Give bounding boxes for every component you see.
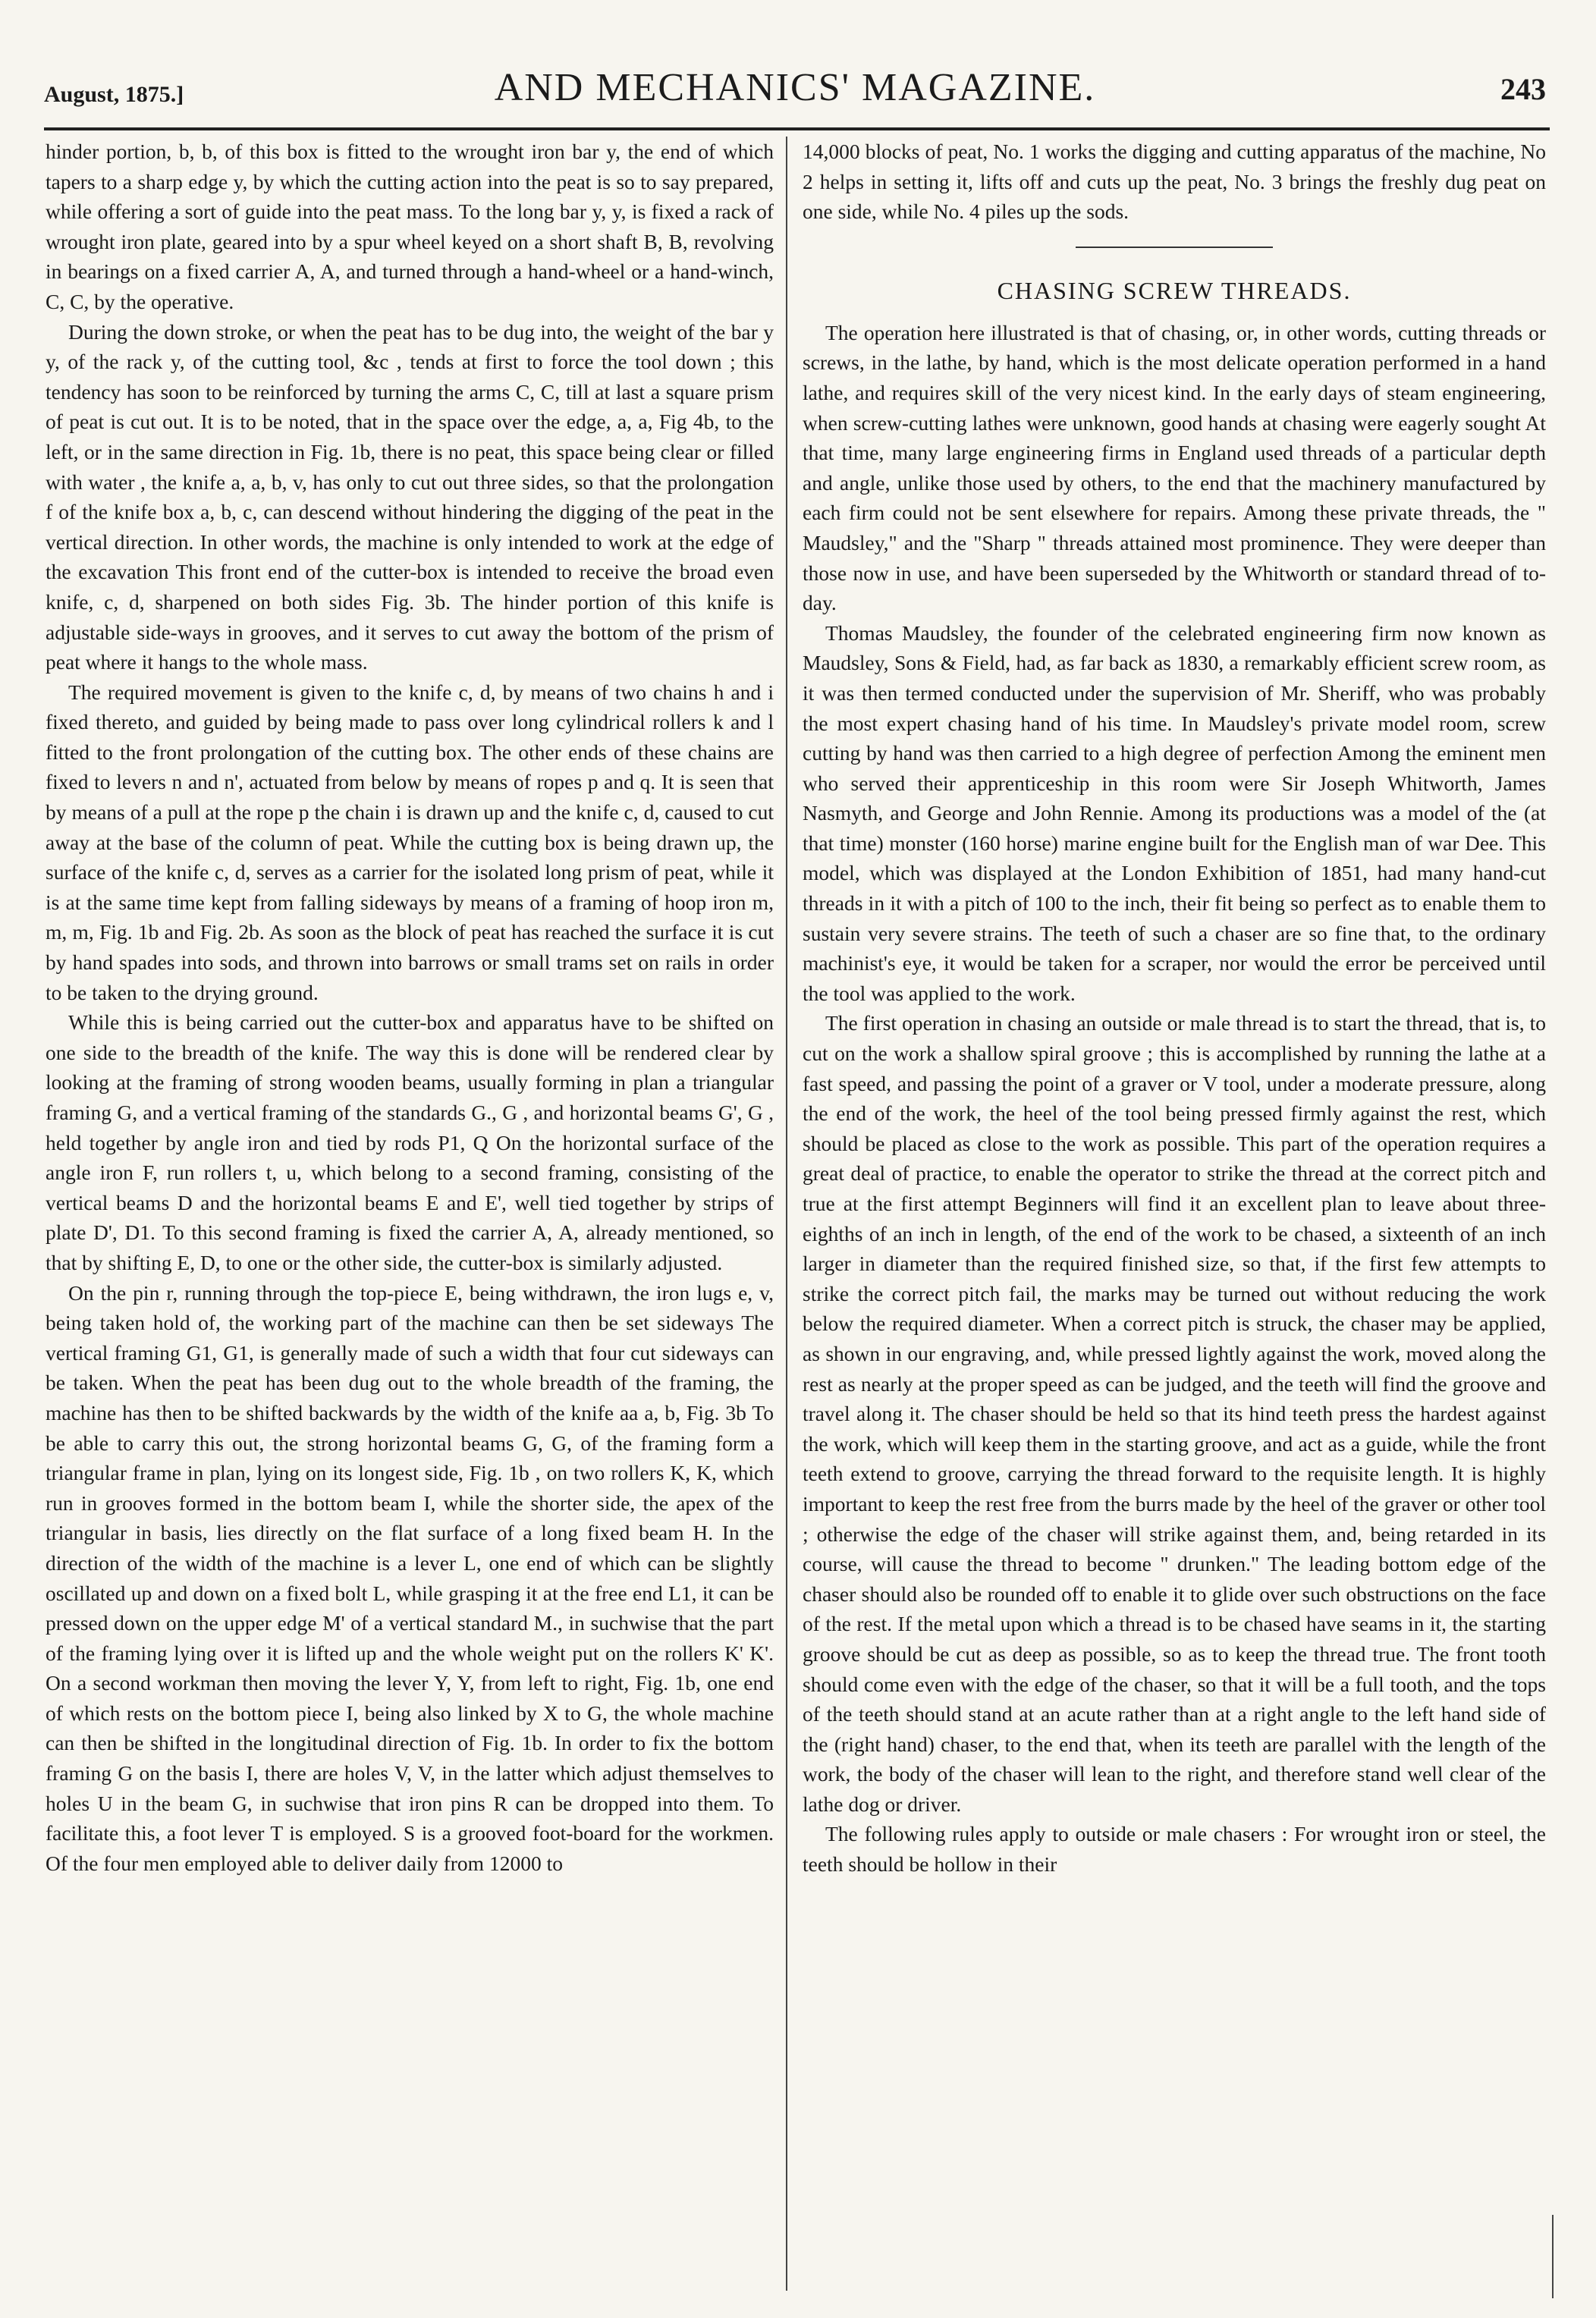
continuation-paragraph: 14,000 blocks of peat, No. 1 works the digging and cutting apparatus of the machine, No 2 helps in setting it, lifts off and cuts up the peat, No. 3 brings the freshly dug peat on one side, while No. 4 piles up the sods. — [803, 140, 1546, 224]
paragraph: The operation here illustrated is that of chasing, or, in other words, cutting threads or screws, in the lathe, by hand, which is the most delicate operation performed in a hand lathe, and requires skill of the very nicest kind. In the early days of steam engineering, when screw-cutting lathes were unknown, good hands at chasing were eagerly sought At that time, many large engineering firms in England used threads of a particular depth and angle, unlike those used by others, to the end that the machinery manufactured by each firm could not be sent elsewhere for repairs. Among these private threads, the " Maudsley," and the "Sharp " threads attained most prominence. They were deeper than those now in use, and have been superseded by the Whitworth or standard thread of to-day. — [803, 320, 1546, 615]
left-column — [46, 137, 774, 2291]
paragraph: Thomas Maudsley, the founder of the celebrated engineering firm now known as Maudsley, Sons & Field, had, as far back as 1830, a remarkably efficient screw room, as it was then termed conducted under the supervision of Mr. Sheriff, who was probably the most expert chasing hand of his time. In Maudsley's private model room, screw cutting by hand was then carried to a high degree of perfection Among the eminent men who served their apprenticeship in this room were Sir Joseph Whitworth, James Nasmyth, and George and John Rennie. Among its productions was a model of the (at that time) monster (160 horse) marine engine built for the English man of war Dee. This model, which was displayed at the London Exhibition of 1851, had many hand-cut threads in it with a pitch of 100 to the inch, their fit being so perfect as to enable them to sustain very severe strains. The teeth of such a chaser are so fine that, to the ordinary machinist's eye, it would be taken for a scraper, nor would the error be perceived until the tool was applied to the work. — [803, 620, 1546, 1005]
article-heading: CHASING SCREW THREADS. — [997, 276, 1352, 304]
issue-date: August, 1875.] — [44, 82, 184, 107]
running-title: AND MECHANICS' MAGAZINE. — [494, 66, 1096, 109]
margin-rule — [1552, 2215, 1554, 2298]
paragraph: The first operation in chasing an outside or male thread is to start the thread, that is, to cut on the work a shallow spiral groove ; this is accomplished by running the lathe at a fast speed, and passing the point of a graver or V tool, under a moderate pressure, along the end of the work, the heel of the tool being pressed firmly against the rest, which should be placed as close to the work as possible. This part of the operation requires a great deal of practice, to enable the operator to strike the thread at the correct pitch and true at the first attempt Beginners will find it an excellent plan to leave about three-eighths of an inch in length, of the end of the work to be chased, a sixteenth of an inch larger in diameter than the required finished size, so that, if the first few attempts to strike the correct pitch fail, the marks may be turned out without reducing the work below the required diameter. When a correct pitch is struck, the chaser may be applied, as shown in our engraving, and, while pressed lightly against the work, moved along the rest as nearly at the proper speed as can be judged, and the teeth will find the groove and travel along it. The chaser should be held so that its hind teeth press the hardest against the work, which will keep them in the starting groove, and act as a guide, while the front teeth extend to groove, carrying the thread forward to the requisite length. It is highly important to keep the rest free from the burrs made by the heel of the graver or other tool ; otherwise the edge of the chaser will strike against them, and, being retarded in its course, will cause the thread to become " drunken." The leading bottom edge of the chaser should also be rounded off to enable it to glide over such obstructions on the face of the rest. If the metal upon which a thread is to be chased have seams in it, the starting groove should be cut as deep as possible, so as to keep the thread true. The front tooth should come even with the edge of the chaser, so that it will be a full tooth, and the tops of the teeth should stand at an acute rather than at a right angle to the left hand side of the (right hand) chaser, to the end that, when its teeth are parallel with the length of the work, the body of the chaser will lean to the right, and therefore stand well clear of the lathe dog or driver. — [803, 1011, 1546, 1816]
paragraph: The required movement is given to the knife c, d, by means of two chains h and i fixed thereto, and guided by being made to pass over long cylindrical rollers k and l fitted to the front prolongation of the cutting box. The other ends of these chains are fixed to levers n and n', actuated from below by means of ropes p and q. It is seen that by means of a pull at the rope p the chain i is drawn up and the knife c, d, caused to cut away at the base of the column of peat. While the cutting box is being drawn up, the surface of the knife c, d, serves as a carrier for the isolated long prism of peat, while it is at the same time kept from falling sideways by means of a framing of hoop iron m, m, m, Fig. 1b and Fig. 2b. As soon as the block of peat has reached the surface it is cut by hand spades into sods, and thrown into barrows or small trams set on rails in order to be taken to the drying ground. — [46, 680, 774, 1004]
column-divider — [786, 137, 787, 2291]
page-header — [44, 65, 1546, 118]
header-rule — [44, 127, 1550, 130]
section-separator — [1076, 247, 1273, 248]
paragraph: While this is being carried out the cutter-box and apparatus have to be shifted on one side to the breadth of the knife. The way this is done will be rendered clear by looking at the framing of strong wooden beams, usually forming in plan a triangular framing G, and a vertical framing of the standards G., G , and horizontal beams G', G , held together by angle iron and tied by rods P1, Q On the horizontal surface of the angle iron F, run rollers t, u, which belong to a second framing, consisting of the vertical beams D and the horizontal beams E and E', well tied together by strips of plate D', D1. To this second framing is fixed the carrier A, A, already mentioned, so that by shifting E, D, to one or the other side, the cutter-box is similarly adjusted. — [46, 1010, 774, 1274]
paragraph: On the pin r, running through the top-piece E, being withdrawn, the iron lugs e, v, being taken hold of, the working part of the machine can then be set sideways The vertical framing G1, G1, is generally made of such a width that four cut sideways can be taken. When the peat has been dug out to the whole breadth of the framing, the machine has then to be shifted backwards by the width of the knife aa a, b, Fig. 3b To be able to carry this out, the strong horizontal beams G, G, of the framing form a triangular frame in plan, lying on its longest side, Fig. 1b , on two rollers K, K, which run in grooves formed in the bottom beam I, while the shorter side, the apex of the triangular in basis, lies directly on the flat surface of a long fixed beam H. In the direction of the width of the machine is a lever L, one end of which can be slightly oscillated up and down on a fixed bolt L, while grasping it at the free end L1, it can be pressed down on the upper edge M' of a vertical standard M., in suchwise that the part of the framing lying over it is lifted up and the whole weight put on the rollers K' K'. On a second workman then moving the lever Y, Y, from left to right, Fig. 1b, one end of which rests on the bottom piece I, being also linked by X to G, the whole machine can then be shifted in the longitudinal direction of Fig. 1b. In order to fix the bottom framing G on the basis I, there are holes V, V, in the latter which adjust themselves to holes U in the beam G, in suchwise that iron pins R can be dropped into them. To facilitate this, a foot lever T is employed. S is a grooved foot-board for the workmen. Of the four men employed able to deliver daily from 12000 to — [46, 1280, 774, 1875]
paragraph: During the down stroke, or when the peat has to be dug into, the weight of the bar y y, of the rack y, of the cutting tool, &c , tends at first to force the tool down ; this tendency has soon to be reinforced by turning the arms C, C, till at last a square prism of peat is cut out. It is to be noted, that in the space over the edge, a, a, Fig 4b, to the left, or in the same direction in Fig. 1b, there is no peat, this space being clear or filled with water , the knife a, a, b, v, has only to cut out three sides, so that the prolongation f of the knife box a, b, c, can descend without hindering the digging of the peat in the vertical direction. In other words, the machine is only intended to work at the edge of the excavation This front end of the cutter-box is intended to receive the broad even knife, c, d, sharpened on both sides Fig. 3b. The hinder portion of this knife is adjustable side-ways in grooves, and it serves to cut away the bottom of the prism of peat where it hangs to the whole mass. — [46, 319, 774, 674]
paragraph: hinder portion, b, b, of this box is fitted to the wrought iron bar y, the end of which tapers to a sharp edge y, by which the cutting action into the peat is so to say prepared, while offering a sort of guide into the peat mass. To the long bar y, y, is fixed a rack of wrought iron plate, geared into by a spur wheel keyed on a short shaft B, B, revolving in bearings on a fixed carrier A, A, and turned through a hand-wheel or a hand-winch, C, C, by the operative. — [46, 140, 774, 313]
paragraph: The following rules apply to outside or male chasers : For wrought iron or steel, the teeth should be hollow in their — [803, 1822, 1546, 1877]
right-column — [803, 137, 1546, 2291]
page-number: 243 — [1500, 72, 1546, 106]
